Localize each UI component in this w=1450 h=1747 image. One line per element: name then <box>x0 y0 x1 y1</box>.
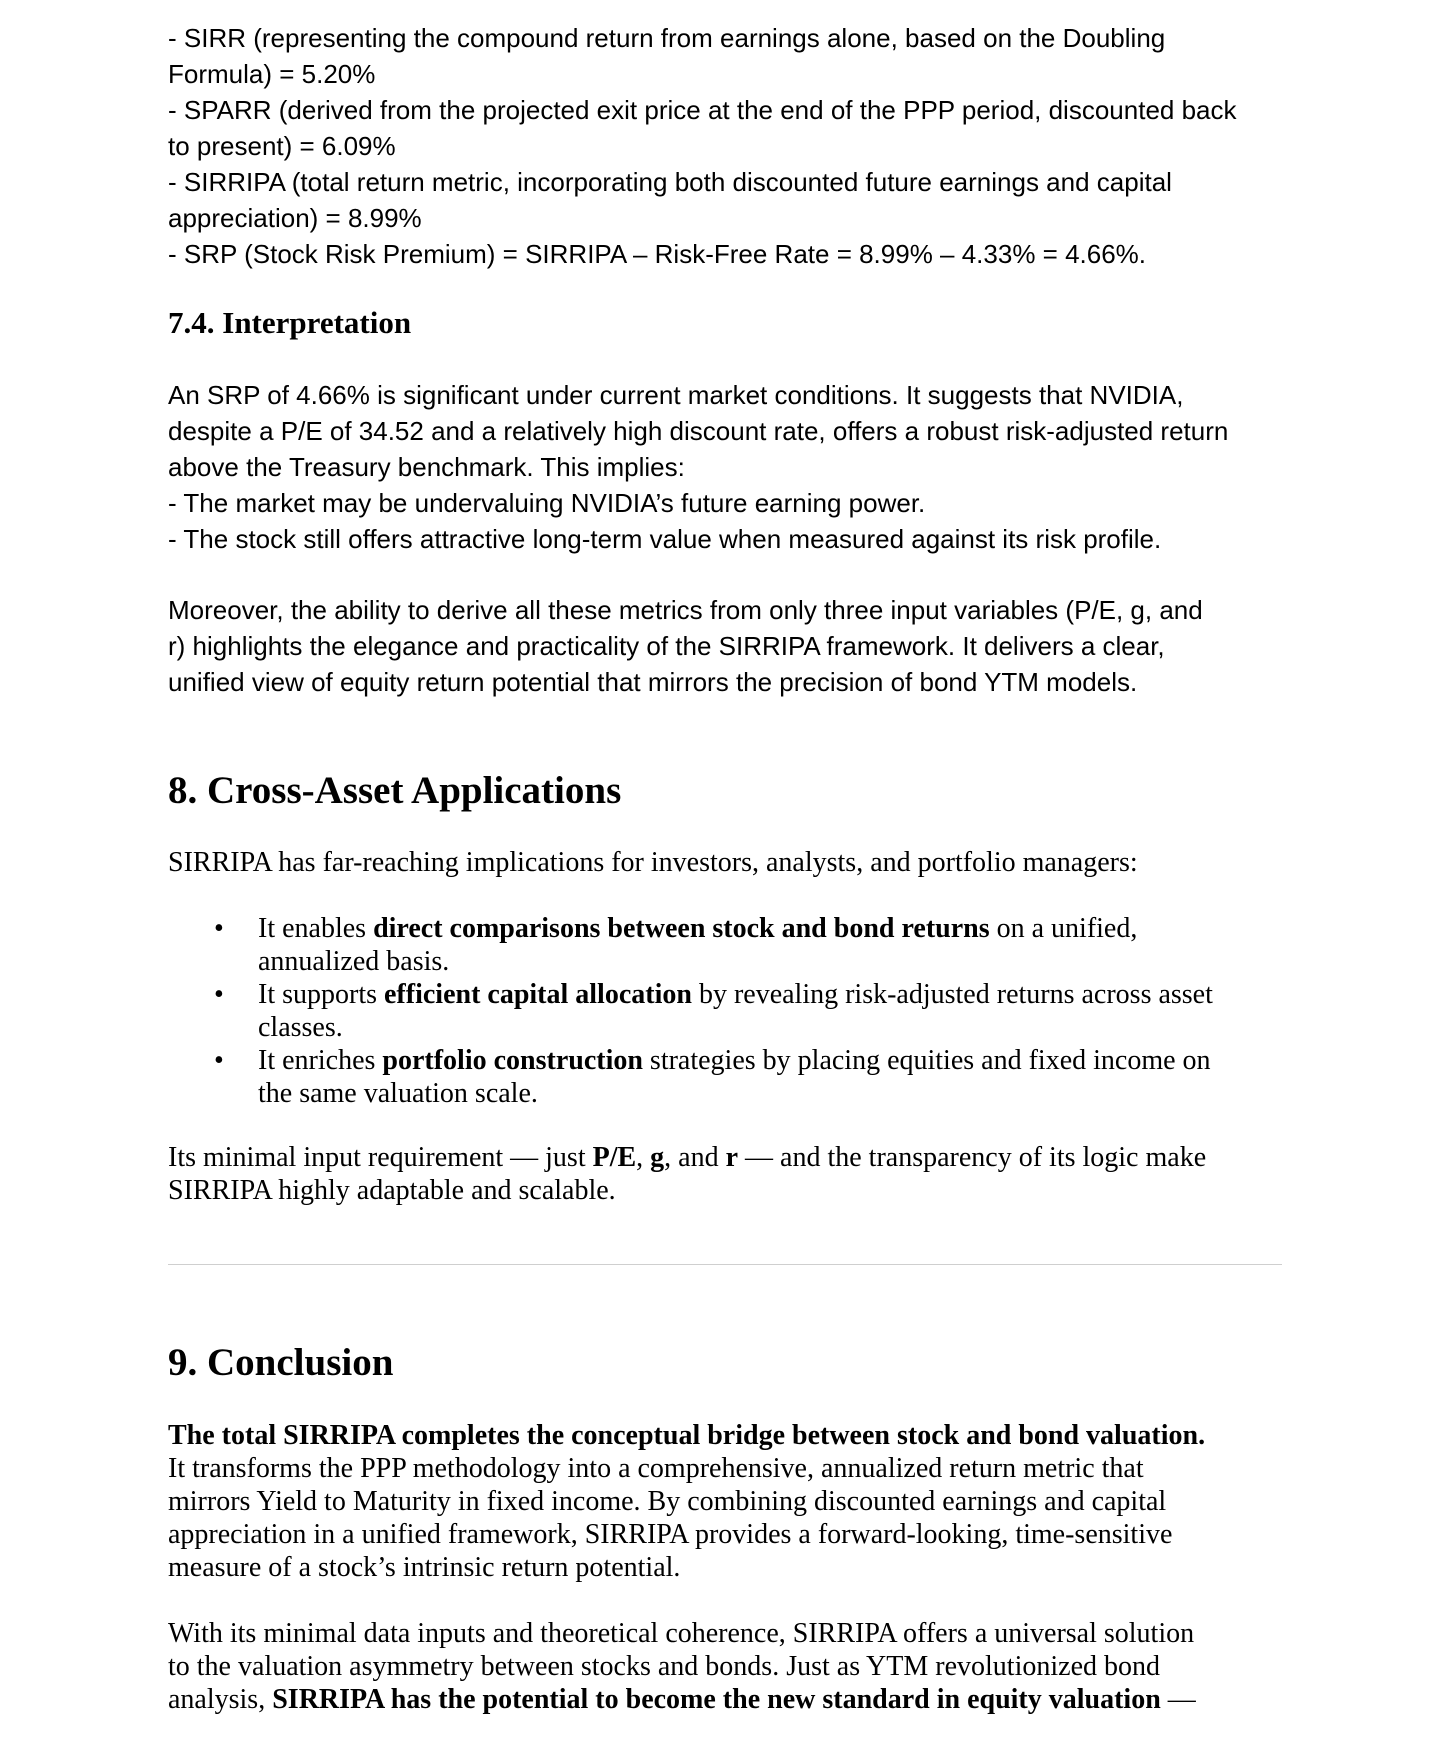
text: , <box>636 1142 651 1173</box>
text: It supports <box>258 979 384 1010</box>
bold-text: SIRRIPA has the potential to become the new standard in equity valuation <box>272 1684 1161 1715</box>
text: on a unified, <box>989 913 1138 944</box>
section-divider <box>168 1264 1282 1265</box>
text: by revealing risk-adjusted returns across asset <box>691 979 1213 1010</box>
bold-text: P/E <box>592 1142 637 1173</box>
interpretation-paragraph-1 <box>168 377 1288 557</box>
bullet-icon: • <box>214 913 224 944</box>
text-line: measure of a stock’s intrinsic return potential. <box>168 1552 681 1583</box>
conclusion-paragraph-2 <box>168 1617 1288 1716</box>
sparr-line-2: to present) = 6.09% <box>168 131 396 161</box>
sirripa-line-2: appreciation) = 8.99% <box>168 203 422 233</box>
text: It enables <box>258 913 374 944</box>
text-line: classes. <box>258 1012 343 1043</box>
sirripa-line-1: - SIRRIPA (total return metric, incorporating both discounted future earnings and capital <box>168 167 1172 197</box>
bold-text: portfolio construction <box>382 1045 643 1076</box>
cross-asset-bullet-list <box>168 912 1288 1110</box>
text-line: the same valuation scale. <box>258 1078 538 1109</box>
sparr-line-1: - SPARR (derived from the projected exit price at the end of the PPP period, discounted back <box>168 95 1237 125</box>
text: analysis, <box>168 1684 273 1715</box>
text: Its minimal input requirement — just <box>168 1142 593 1173</box>
interpretation-heading: 7.4. Interpretation <box>168 305 412 340</box>
srp-line: - SRP (Stock Risk Premium) = SIRRIPA – Risk-Free Rate = 8.99% – 4.33% = 4.66%. <box>168 239 1147 269</box>
text-line: It transforms the PPP methodology into a comprehensive, annualized return metric that <box>168 1453 1144 1484</box>
text-line: unified view of equity return potential that mirrors the precision of bond YTM models. <box>168 667 1138 697</box>
text: strategies by placing equities and fixed income on <box>642 1045 1211 1076</box>
interpretation-paragraph-2 <box>168 592 1288 700</box>
text: , and <box>664 1142 726 1173</box>
text-line: SIRRIPA highly adaptable and scalable. <box>168 1175 616 1206</box>
bold-text: The total SIRRIPA completes the conceptual bridge between stock and bond valuation. <box>168 1420 1206 1451</box>
sirr-line-1: - SIRR (representing the compound return from earnings alone, based on the Doubling <box>168 23 1166 53</box>
text: — <box>1160 1684 1196 1715</box>
metrics-list <box>168 20 1288 272</box>
bullet-icon: • <box>214 1045 224 1076</box>
sirr-line-2: Formula) = 5.20% <box>168 59 376 89</box>
bold-text: direct comparisons between stock and bond returns <box>373 913 990 944</box>
conclusion-paragraph-1 <box>168 1419 1288 1584</box>
text-line: - The stock still offers attractive long-term value when measured against its risk profile. <box>168 524 1162 554</box>
text-line: annualized basis. <box>258 946 450 977</box>
list-item <box>168 912 1288 978</box>
bullet-icon: • <box>214 979 224 1010</box>
text: It enriches <box>258 1045 383 1076</box>
text: — and the transparency of its logic make <box>738 1142 1207 1173</box>
list-item <box>168 978 1288 1044</box>
cross-asset-closing <box>168 1141 1288 1207</box>
text-line: above the Treasury benchmark. This implies: <box>168 452 685 482</box>
text-line: With its minimal data inputs and theoretical coherence, SIRRIPA offers a universal solution <box>168 1618 1195 1649</box>
text-line: Moreover, the ability to derive all these metrics from only three input variables (P/E, g, and <box>168 595 1203 625</box>
conclusion-heading: 9. Conclusion <box>168 1341 394 1384</box>
text-line: - The market may be undervaluing NVIDIA’s future earning power. <box>168 488 926 518</box>
cross-asset-heading: 8. Cross-Asset Applications <box>168 769 622 812</box>
text-line: mirrors Yield to Maturity in fixed income. By combining discounted earnings and capital <box>168 1486 1167 1517</box>
text-line: despite a P/E of 34.52 and a relatively high discount rate, offers a robust risk-adjusted return <box>168 416 1229 446</box>
text-line: An SRP of 4.66% is significant under current market conditions. It suggests that NVIDIA, <box>168 380 1184 410</box>
text-line: appreciation in a unified framework, SIRRIPA provides a forward-looking, time-sensitive <box>168 1519 1173 1550</box>
bold-text: g <box>650 1142 665 1173</box>
bold-text: efficient capital allocation <box>384 979 692 1010</box>
text-line: r) highlights the elegance and practicality of the SIRRIPA framework. It delivers a clear, <box>168 631 1165 661</box>
list-item <box>168 1044 1288 1110</box>
bold-text: r <box>725 1142 739 1173</box>
cross-asset-intro: SIRRIPA has far-reaching implications for investors, analysts, and portfolio managers: <box>168 847 1138 878</box>
text-line: to the valuation asymmetry between stocks and bonds. Just as YTM revolutionized bond <box>168 1651 1161 1682</box>
